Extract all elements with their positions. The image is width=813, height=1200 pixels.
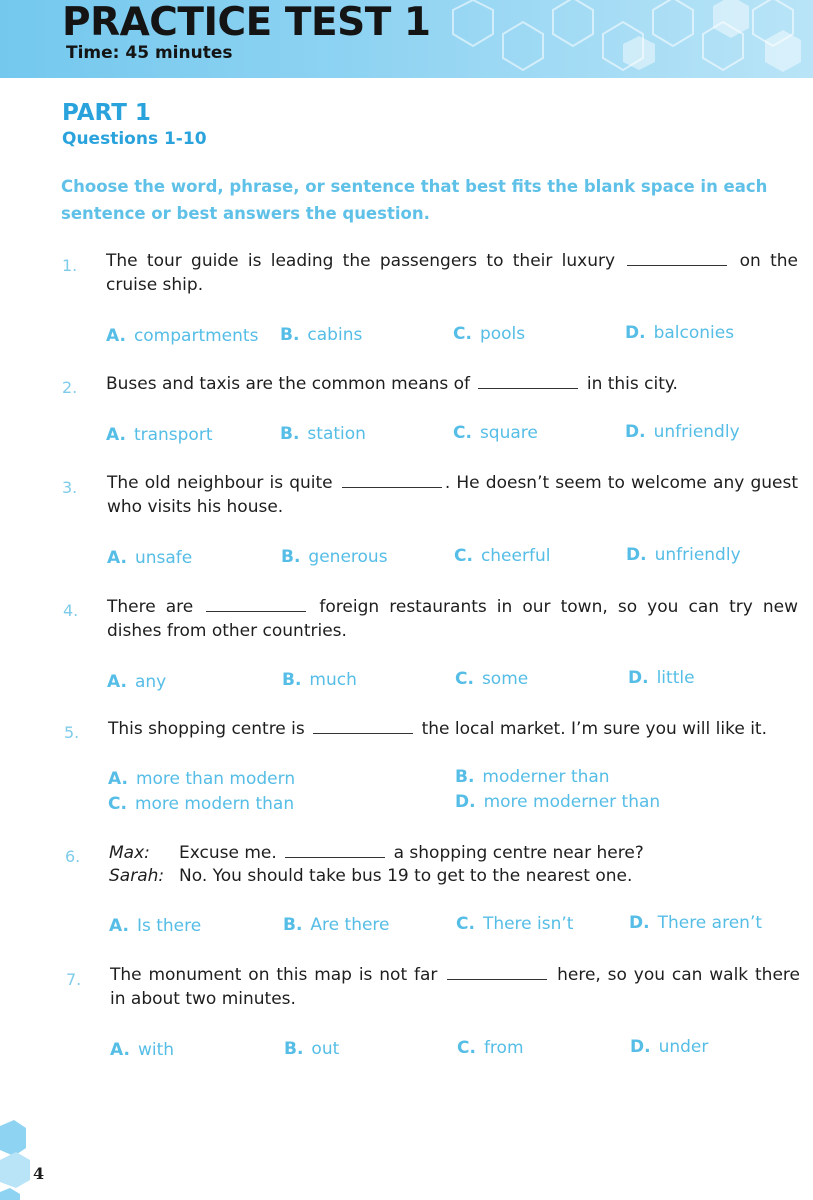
option-c[interactable]: C. cheerful xyxy=(454,546,551,566)
question-text-before: The old neighbour is quite xyxy=(107,473,333,493)
option-a[interactable]: A. transport xyxy=(106,425,213,445)
answer-blank xyxy=(313,719,413,734)
hexagon-pattern-decoration xyxy=(393,0,813,78)
option-b[interactable]: B. moderner than xyxy=(455,767,610,787)
question-text-before: The monument on this map is not far xyxy=(110,965,438,985)
question-number: 7. xyxy=(66,970,82,989)
question-text xyxy=(106,372,798,396)
answer-blank xyxy=(342,473,442,488)
option-a[interactable]: A. compartments xyxy=(106,326,259,346)
question-text-after: a shopping centre near here? xyxy=(393,843,644,863)
header-banner xyxy=(0,0,813,78)
question-text xyxy=(108,717,798,741)
answer-blank xyxy=(627,251,727,266)
question-number: 5. xyxy=(64,723,80,742)
question-text-after: . He doesn’t seem to welcome any guest who visits his house. xyxy=(107,473,799,517)
option-d[interactable]: D. unfriendly xyxy=(626,545,741,565)
option-c[interactable]: C. pools xyxy=(453,324,526,344)
question-text-after: foreign restaurants in our town, so you can try new dishes from other countries. xyxy=(107,597,799,641)
option-c[interactable]: C. square xyxy=(453,423,538,443)
dialogue-line xyxy=(109,864,799,888)
option-d[interactable]: D. under xyxy=(630,1037,709,1057)
corner-hexagon-decoration xyxy=(0,1120,60,1200)
option-d[interactable]: D. There aren’t xyxy=(629,913,763,933)
answer-blank xyxy=(206,597,306,612)
instruction-text: Choose the word, phrase, or sentence that best fits the blank space in each sentence or best answers the question. xyxy=(61,177,768,223)
time-limit: Time: 45 minutes xyxy=(66,43,233,63)
question-text-after: here, so you can walk there in about two minutes. xyxy=(110,965,800,1009)
question-number: 2. xyxy=(62,378,78,397)
option-d[interactable]: D. more moderner than xyxy=(455,792,661,812)
question-text-after: the local market. I’m sure you will like it. xyxy=(421,719,767,739)
dialogue-line xyxy=(109,841,799,865)
answer-blank xyxy=(447,965,547,980)
part-title: PART 1 xyxy=(62,100,151,126)
question-text-before: The tour guide is leading the passengers to their luxury xyxy=(106,251,616,271)
question-text xyxy=(110,963,800,1011)
question-text-before: Buses and taxis are the common means of xyxy=(106,374,471,394)
question-text-after: on the cruise ship. xyxy=(106,251,799,295)
option-a[interactable]: A. unsafe xyxy=(107,548,193,568)
option-d[interactable]: D. balconies xyxy=(625,323,735,343)
option-d[interactable]: D. little xyxy=(628,668,695,688)
option-a[interactable]: A. any xyxy=(107,672,167,692)
question-text-before: Excuse me. xyxy=(179,843,277,863)
option-b[interactable]: B. station xyxy=(280,424,366,444)
question-text-before: This shopping centre is xyxy=(108,719,305,739)
page-number: 4 xyxy=(33,1164,45,1183)
option-b[interactable]: B. out xyxy=(284,1039,340,1059)
option-a[interactable]: A. more than modern xyxy=(108,769,296,789)
option-d[interactable]: D. unfriendly xyxy=(625,422,740,442)
option-b[interactable]: B. cabins xyxy=(280,325,363,345)
question-text xyxy=(107,595,798,643)
question-text-before: There are xyxy=(107,597,194,617)
speaker-name: Sarah: xyxy=(109,866,165,886)
option-b[interactable]: B. much xyxy=(282,670,357,690)
option-c[interactable]: C. There isn’t xyxy=(456,914,574,934)
option-c[interactable]: C. from xyxy=(457,1038,524,1058)
dialogue-reply: No. You should take bus 19 to get to the nearest one. xyxy=(179,866,633,886)
question-number: 6. xyxy=(65,847,81,866)
question-text-after: in this city. xyxy=(586,374,678,394)
answer-blank xyxy=(285,843,385,858)
test-title: PRACTICE TEST 1 xyxy=(62,0,431,45)
question-number: 1. xyxy=(62,256,78,275)
option-c[interactable]: C. more modern than xyxy=(108,794,295,814)
question-number: 3. xyxy=(62,478,78,497)
question-text xyxy=(106,249,798,297)
answer-blank xyxy=(478,374,578,389)
question-number: 4. xyxy=(63,601,79,620)
option-b[interactable]: B. Are there xyxy=(283,915,390,935)
questions-range: Questions 1-10 xyxy=(62,129,207,149)
option-b[interactable]: B. generous xyxy=(281,547,388,567)
option-a[interactable]: A. Is there xyxy=(109,916,202,936)
option-a[interactable]: A. with xyxy=(110,1040,175,1060)
question-text xyxy=(107,471,798,519)
option-c[interactable]: C. some xyxy=(455,669,529,689)
speaker-name: Max: xyxy=(109,843,150,863)
